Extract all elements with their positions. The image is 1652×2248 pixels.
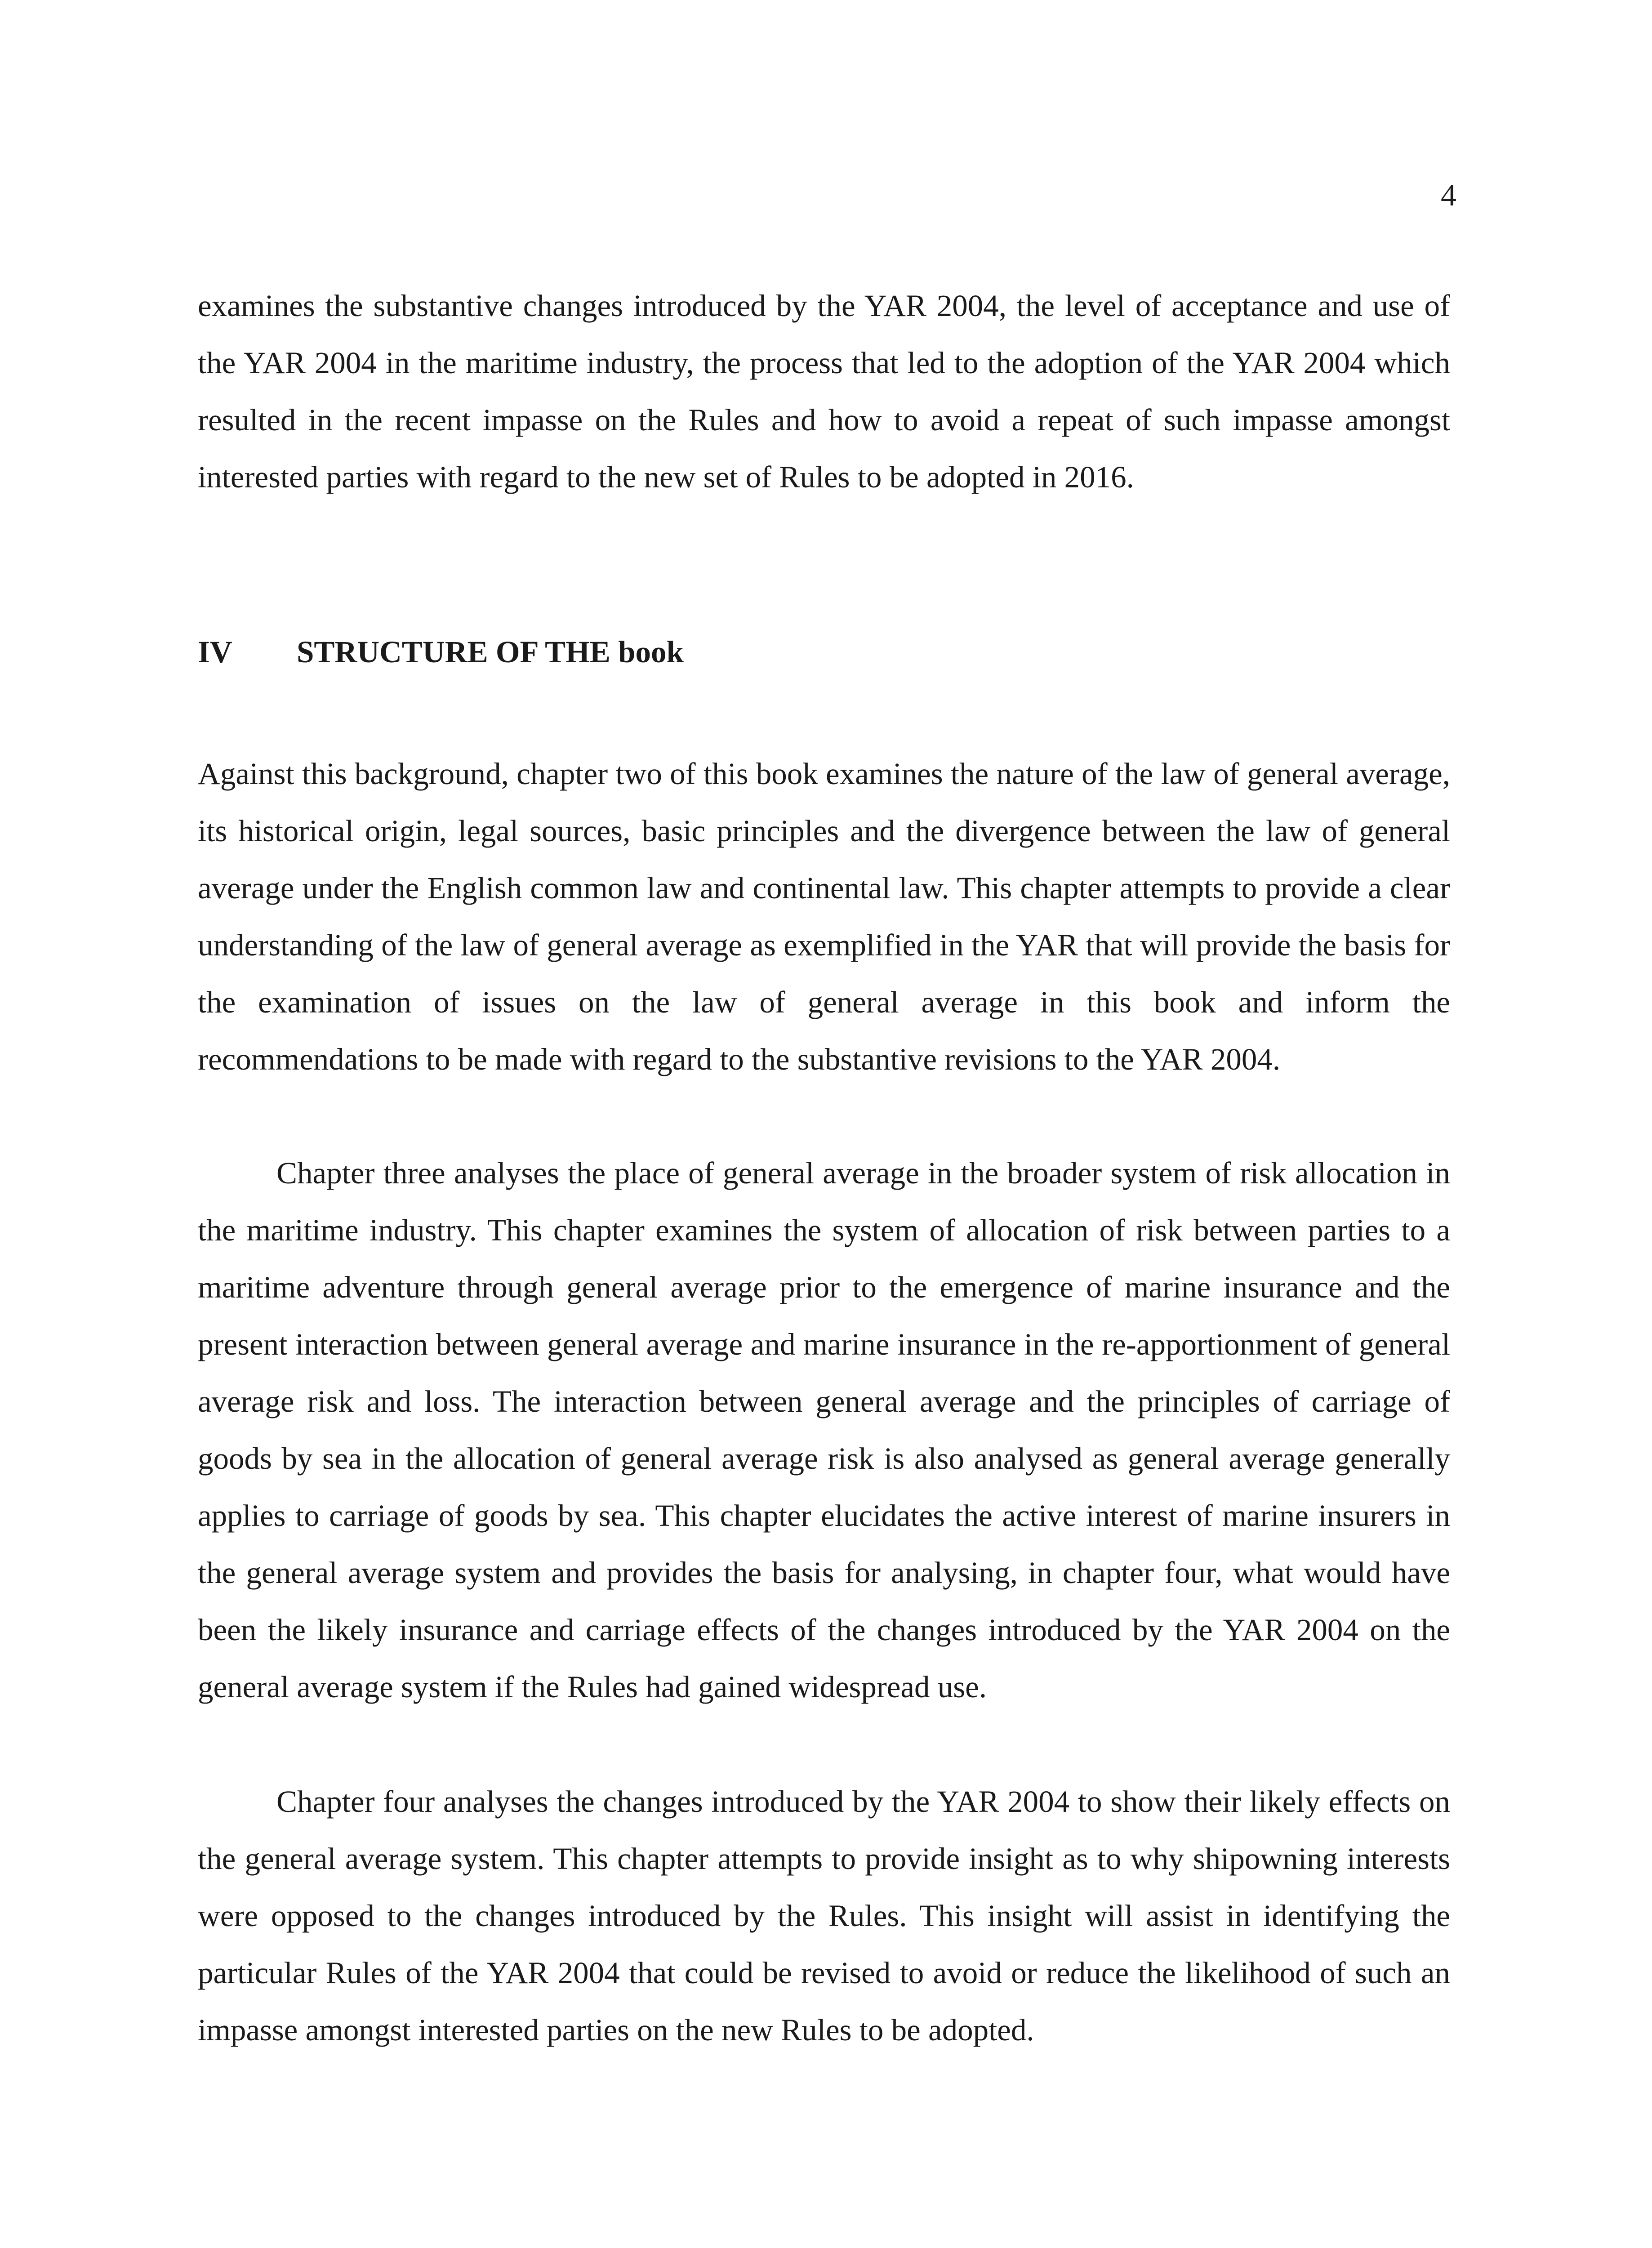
body-paragraph: Chapter four analyses the changes introduced by the YAR 2004 to show their likely effects on the general average system. This chapter attempts to provide insight as to why shipowning interests were opposed to the changes introduced by the Rules. This insight will assist in identifying the particular Rules of the YAR 2004 that could be revised to avoid or reduce the likelihood of such an impasse amongst interested parties on the new Rules to be adopted. [198,1784,1450,2047]
section-heading [198,629,1450,674]
body-paragraph: Chapter three analyses the place of general average in the broader system of risk allocation in the maritime industry. This chapter examines the system of allocation of risk between parties to a maritime adventure through general average prior to the emergence of marine insurance and the present interaction between general average and marine insurance in the re-apportionment of general average risk and loss. The interaction between general average and the principles of carriage of goods by sea in the allocation of general average risk is also analysed as general average generally applies to carriage of goods by sea. This chapter elucidates the active interest of marine insurers in the general average system and provides the basis for analysing, in chapter four, what would have been the likely insurance and carriage effects of the changes introduced by the YAR 2004 on the general average system if the Rules had gained widespread use. [198,1156,1450,1704]
section-title: STRUCTURE OF THE book [297,635,684,669]
intro-paragraph: examines the substantive changes introduced by the YAR 2004, the level of acceptance and use of the YAR 2004 in the maritime industry, the process that led to the adoption of the YAR 2004 which resulted in the recent impasse on the Rules and how to avoid a repeat of such impasse amongst interested parties with regard to the new set of Rules to be adopted in 2016. [198,289,1450,494]
section-numeral: IV [198,635,232,669]
page-number: 4 [1441,178,1456,213]
body-paragraph: Against this background, chapter two of this book examines the nature of the law of general average, its historical origin, legal sources, basic principles and the divergence between the law of general average under the English common law and continental law. This chapter attempts to provide a clear understanding of the law of general average as exemplified in the YAR that will provide the basis for the examination of issues on the law of general average in this book and inform the recommendations to be made with regard to the substantive revisions to the YAR 2004. [198,757,1450,1076]
